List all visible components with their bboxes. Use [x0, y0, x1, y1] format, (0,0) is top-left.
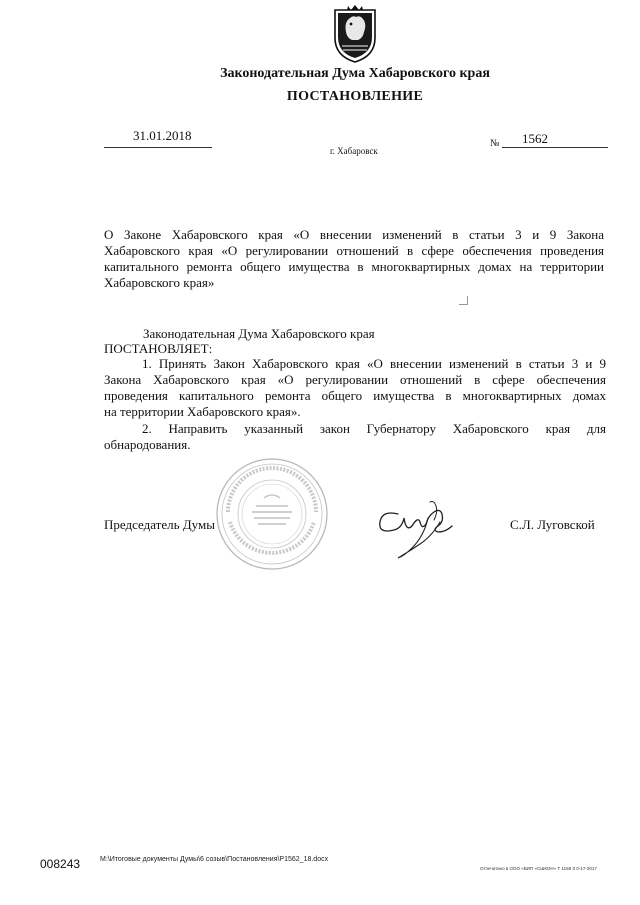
file-path: M:\Итоговые документы Думы\6 созыв\Постановления\P1562_18.docx: [100, 856, 329, 863]
number-underline: [502, 147, 608, 148]
item-line: Закона Хабаровского края «О регулировании отношений в сфере обеспечения: [104, 372, 606, 387]
subject-line: Хабаровского края»: [104, 275, 215, 290]
item-line: на территории Хабаровского края».: [104, 404, 301, 419]
chairman-title: Председатель Думы: [104, 517, 215, 532]
document-subject: [104, 227, 604, 291]
decision-item-2: [104, 421, 606, 453]
document-code: 008243: [40, 857, 81, 871]
signature-icon: [368, 496, 466, 566]
document-number: 1562: [522, 131, 548, 146]
chairman-name: С.Л. Луговской: [510, 517, 595, 532]
date-underline: [104, 147, 212, 148]
assembly-name: Законодательная Дума Хабаровского края: [220, 66, 490, 81]
crest-icon: [330, 4, 380, 64]
item-line: 1. Принять Закон Хабаровского края «О внесении изменений в статьи 3 и 9: [142, 356, 606, 371]
document-type: ПОСТАНОВЛЕНИЕ: [286, 89, 424, 104]
city-label: г. Хабаровск: [330, 146, 378, 156]
item-line: проведения капитального ремонта общего имущества в многоквартирных домах: [104, 388, 606, 403]
subject-corner-mark: [459, 296, 468, 305]
number-label: №: [490, 138, 500, 149]
subject-line: О Законе Хабаровского края «О внесении изменений в статьи 3 и 9 Закона: [104, 227, 604, 242]
item-line: 2. Направить указанный закон Губернатору Хабаровского края для: [142, 421, 606, 436]
subject-line: Хабаровского края «О регулировании отношений в сфере обеспечения проведения: [104, 243, 604, 258]
decision-item-1: [104, 356, 606, 420]
body-decree: ПОСТАНОВЛЯЕТ:: [104, 341, 213, 356]
document-date: 31.01.2018: [133, 128, 192, 143]
seal-icon: [214, 456, 330, 572]
item-line: обнародования.: [104, 437, 191, 452]
body-intro: Законодательная Дума Хабаровского края: [143, 326, 375, 341]
subject-line: капитального ремонта общего имущества в многоквартирных домах на территории: [104, 259, 604, 274]
print-note: Отпечатано в ООО «ВИП «СШКОН» Т 1169 З 0-17-2017: [480, 866, 597, 871]
